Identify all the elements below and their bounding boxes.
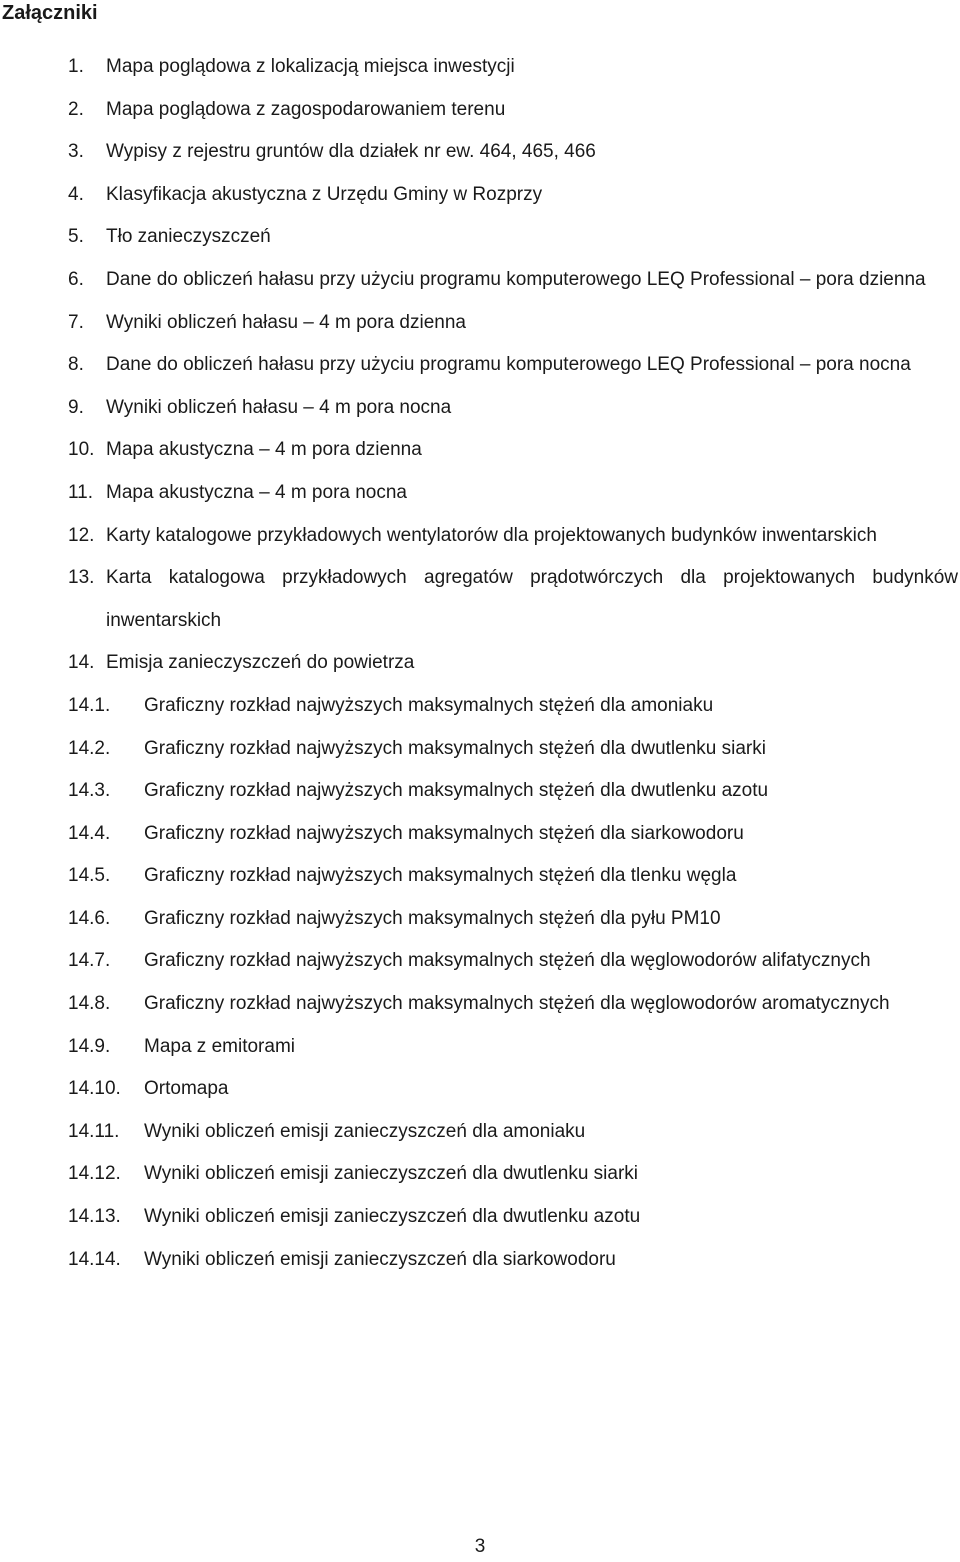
list-item-text: Karty katalogowe przykładowych wentylatorów dla projektowanych budynków inwentarskich — [106, 524, 877, 546]
list-item-text: Karta katalogowa przykładowych agregatów prądotwórczych dla projektowanych budynków inwentarskich — [106, 567, 958, 631]
sub-list-item-text: Graficzny rozkład najwyższych maksymalnych stężeń dla dwutlenku azotu — [144, 780, 769, 802]
sub-list-item — [0, 940, 960, 983]
list-item-number: 8. — [68, 354, 84, 376]
list-item — [0, 344, 960, 387]
sub-list-item-number: 14.12. — [68, 1163, 121, 1185]
list-item — [0, 46, 960, 89]
sub-list-item-text: Mapa z emitorami — [144, 1035, 295, 1057]
sub-list-item — [0, 1239, 960, 1282]
list-item — [0, 642, 960, 685]
sub-list-item — [0, 770, 960, 813]
sub-list-item-text: Graficzny rozkład najwyższych maksymalnych stężeń dla węglowodorów alifatycznych — [144, 950, 871, 972]
list-item — [0, 472, 960, 515]
list-item — [0, 216, 960, 259]
sub-list-item — [0, 898, 960, 941]
list-item-text: Emisja zanieczyszczeń do powietrza — [106, 652, 415, 674]
list-item — [0, 557, 960, 642]
list-item-number: 3. — [68, 141, 84, 163]
sub-list-item-text: Wyniki obliczeń emisji zanieczyszczeń dla dwutlenku azotu — [144, 1206, 641, 1228]
sub-list-item-number: 14.8. — [68, 993, 111, 1015]
list-item-text: Mapa akustyczna – 4 m pora nocna — [106, 481, 408, 503]
sub-list-item — [0, 728, 960, 771]
list-item-number: 13. — [68, 567, 95, 589]
sub-list-item — [0, 1111, 960, 1154]
attachments-list — [0, 46, 960, 1281]
list-item-text: Wyniki obliczeń hałasu – 4 m pora nocna — [106, 396, 452, 418]
sub-list-item-number: 14.3. — [68, 780, 111, 802]
list-item-number: 6. — [68, 268, 84, 290]
list-item-text: Dane do obliczeń hałasu przy użyciu programu komputerowego LEQ Professional – pora dzienna — [106, 268, 926, 290]
sub-list-item-number: 14.1. — [68, 694, 111, 716]
sub-list-item-number: 14.14. — [68, 1248, 121, 1270]
sub-list-item-text: Wyniki obliczeń emisji zanieczyszczeń dla siarkowodoru — [144, 1248, 616, 1270]
sub-list-item-text: Wyniki obliczeń emisji zanieczyszczeń dla dwutlenku siarki — [144, 1163, 639, 1185]
list-item-text: Dane do obliczeń hałasu przy użyciu programu komputerowego LEQ Professional – pora nocna — [106, 354, 911, 376]
list-item-text: Mapa poglądowa z zagospodarowaniem terenu — [106, 98, 506, 120]
sub-list-item-text: Graficzny rozkład najwyższych maksymalnych stężeń dla dwutlenku siarki — [144, 737, 766, 759]
page-number: 3 — [474, 1536, 486, 1557]
sub-list-item — [0, 983, 960, 1026]
list-item-number: 9. — [68, 396, 84, 418]
sub-list-item-text: Wyniki obliczeń emisji zanieczyszczeń dla amoniaku — [144, 1120, 586, 1142]
sub-list-item — [0, 855, 960, 898]
sub-list-item-text: Graficzny rozkład najwyższych maksymalnych stężeń dla tlenku węgla — [144, 865, 737, 887]
sub-list-item — [0, 1068, 960, 1111]
list-item-text: Klasyfikacja akustyczna z Urzędu Gminy w Rozprzy — [106, 183, 543, 205]
list-item-text: Wypisy z rejestru gruntów dla działek nr ew. 464, 465, 466 — [106, 141, 596, 163]
list-item — [0, 131, 960, 174]
sub-list-item-number: 14.5. — [68, 865, 111, 887]
sub-list-item-number: 14.2. — [68, 737, 111, 759]
list-item — [0, 89, 960, 132]
sub-list-item-text: Graficzny rozkład najwyższych maksymalnych stężeń dla pyłu PM10 — [144, 907, 721, 929]
sub-list-item-text: Graficzny rozkład najwyższych maksymalnych stężeń dla amoniaku — [144, 694, 714, 716]
list-item — [0, 259, 960, 302]
list-item — [0, 387, 960, 430]
sub-list-item — [0, 1196, 960, 1239]
list-item — [0, 174, 960, 217]
list-item-text: Mapa akustyczna – 4 m pora dzienna — [106, 439, 422, 461]
sub-list-item-number: 14.6. — [68, 907, 111, 929]
list-item-text: Mapa poglądowa z lokalizacją miejsca inwestycji — [106, 56, 515, 77]
list-item-number: 7. — [68, 311, 84, 333]
section-heading: Załączniki — [2, 2, 98, 24]
sub-list-item-text: Ortomapa — [144, 1078, 229, 1100]
sub-list-item-number: 14.9. — [68, 1035, 111, 1057]
sub-list-item — [0, 813, 960, 856]
list-item — [0, 515, 960, 558]
list-item — [0, 302, 960, 345]
list-item-number: 5. — [68, 226, 84, 248]
sub-list-item-number: 14.4. — [68, 822, 111, 844]
sub-list-item-number: 14.10. — [68, 1078, 121, 1100]
list-item-number: 2. — [68, 98, 84, 120]
list-item-text: Wyniki obliczeń hałasu – 4 m pora dzienna — [106, 311, 466, 333]
list-item-number: 12. — [68, 524, 95, 546]
list-item-number: 11. — [68, 481, 94, 503]
sub-list-item-number: 14.11. — [68, 1120, 120, 1142]
sub-list-item-text: Graficzny rozkład najwyższych maksymalnych stężeń dla węglowodorów aromatycznych — [144, 993, 890, 1015]
list-item-text: Tło zanieczyszczeń — [106, 226, 271, 248]
list-item — [0, 429, 960, 472]
sub-list-item — [0, 1026, 960, 1069]
sub-list-item — [0, 1153, 960, 1196]
list-item-number: 10. — [68, 439, 95, 461]
list-item-number: 4. — [68, 183, 84, 205]
sub-list-item-text: Graficzny rozkład najwyższych maksymalnych stężeń dla siarkowodoru — [144, 822, 744, 844]
list-item-number: 14. — [68, 652, 95, 674]
list-item-number: 1. — [68, 56, 84, 77]
sub-list-item-number: 14.13. — [68, 1206, 121, 1228]
sub-list-item-number: 14.7. — [68, 950, 111, 972]
sub-list-item — [0, 685, 960, 728]
